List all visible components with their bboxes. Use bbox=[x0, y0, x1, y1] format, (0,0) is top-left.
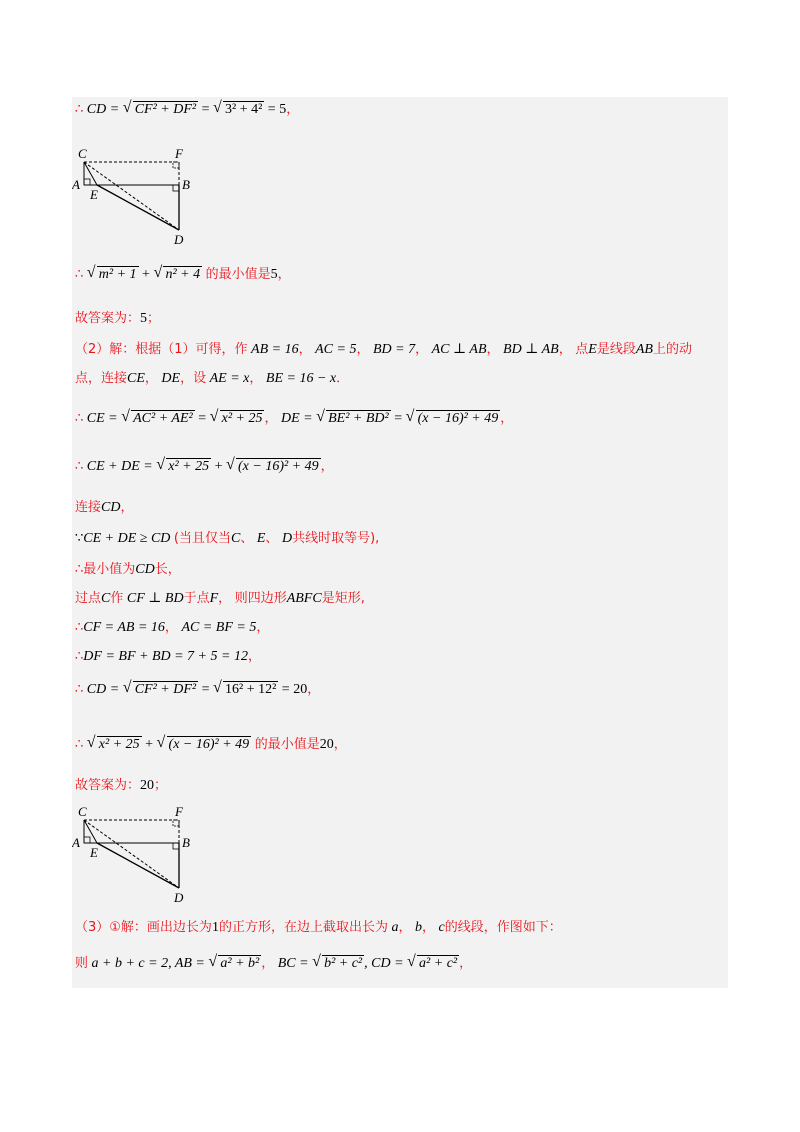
sqrt: √ m² + 1 bbox=[88, 266, 139, 284]
figure-rectangle-1 bbox=[72, 145, 202, 250]
sqrt: √ AC² + AE² bbox=[122, 410, 195, 428]
figure-rectangle-2 bbox=[72, 803, 202, 908]
sqrt: √ CF² + DF² bbox=[124, 101, 198, 119]
label-b: B bbox=[182, 835, 190, 850]
sqrt: √ a² + b² bbox=[209, 955, 261, 973]
line-cd-16-12: ∴ CD = √ CF² + DF² = √ 16² + 12² = 20， bbox=[75, 681, 320, 699]
sqrt: √ x² + 25 bbox=[88, 736, 142, 754]
line-perpendicular: 过点C作 CF ⊥ BD于点F， 则四边形ABFC是矩形, bbox=[75, 591, 365, 606]
line-ce-plus-de: ∴ CE + DE = √ x² + 25 + √ (x − 16)² + 49 ， bbox=[75, 458, 334, 476]
sqrt: √ 3² + 4² bbox=[214, 101, 264, 119]
label-d: D bbox=[174, 232, 184, 247]
line-connect-cd: 连接CD， bbox=[75, 500, 134, 515]
part2-intro: （2）解：根据（1）可得，作 AB = 16， AC = 5， BD = 7， AC ⊥ AB， BD ⊥ AB， 点E是线段AB上的动 bbox=[75, 342, 692, 357]
label-f: F bbox=[175, 146, 183, 161]
label-e: E bbox=[90, 845, 98, 860]
line-df: ∴DF = BF + BD = 7 + 5 = 12， bbox=[75, 649, 261, 664]
sqrt: √ x² + 25 bbox=[211, 410, 265, 428]
answer-1: 故答案为：5； bbox=[75, 311, 161, 326]
sqrt: √ n² + 4 bbox=[154, 266, 202, 284]
sqrt: √ (x − 16)² + 49 bbox=[227, 458, 321, 476]
sqrt: √ a² + c² bbox=[408, 955, 459, 973]
label-a: A bbox=[72, 177, 80, 192]
line-min-5: ∴ √ m² + 1 + √ n² + 4 的最小值是5， bbox=[75, 266, 291, 284]
line-inequality: ∵CE + DE ≥ CD (当且仅当C、 E、 D共线时取等号), bbox=[75, 531, 380, 546]
sqrt: √ (x − 16)² + 49 bbox=[158, 736, 252, 754]
label-b: B bbox=[182, 177, 190, 192]
label-a: A bbox=[72, 835, 80, 850]
sqrt: √ CF² + DF² bbox=[124, 681, 198, 699]
line-ce-de: ∴ CE = √ AC² + AE² = √ x² + 25 ， DE = √ BE² + BD² = √ (x − 16)² + 49 ， bbox=[75, 410, 513, 428]
sqrt: √ x² + 25 bbox=[157, 458, 211, 476]
line-last: 则 a + b + c = 2, AB = √ a² + b² ， BC = √ b² + c² , CD = √ a² + c² ， bbox=[75, 955, 472, 973]
part2-intro-2: 点，连接CE， DE，设 AE = x， BE = 16 − x． bbox=[75, 371, 350, 386]
answer-2: 故答案为：20； bbox=[75, 778, 168, 793]
sqrt: √ 16² + 12² bbox=[214, 681, 278, 699]
label-c: C bbox=[78, 146, 87, 161]
line-cd-3-4: ∴ CD = √ CF² + DF² = √ 3² + 4² = 5， bbox=[75, 101, 299, 119]
label-e: E bbox=[90, 187, 98, 202]
line-min-20: ∴ √ x² + 25 + √ (x − 16)² + 49 的最小值是20， bbox=[75, 736, 347, 754]
label-d: D bbox=[174, 890, 184, 905]
line-cf-ab: ∴CF = AB = 16， AC = BF = 5， bbox=[75, 620, 270, 635]
sqrt: √ (x − 16)² + 49 bbox=[407, 410, 501, 428]
line-min-cd: ∴最小值为CD长， bbox=[75, 562, 181, 577]
sqrt: √ BE² + BD² bbox=[317, 410, 391, 428]
part3-intro: （3）①解：画出边长为1的正方形，在边上截取出长为 a， b， c的线段，作图如下： bbox=[75, 920, 562, 935]
sqrt: √ b² + c² bbox=[313, 955, 364, 973]
label-f: F bbox=[175, 804, 183, 819]
label-c: C bbox=[78, 804, 87, 819]
